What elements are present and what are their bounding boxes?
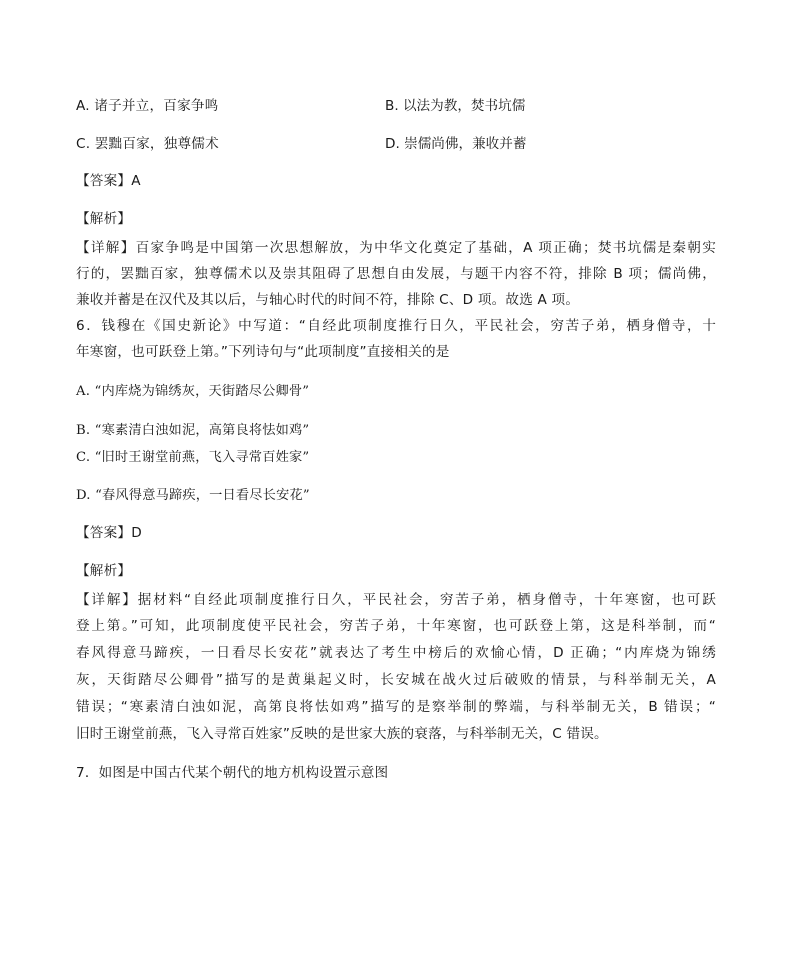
- q6-detail-line-1: [76, 590, 716, 610]
- detail-text: 春风得意马蹄疾，一日看尽长安花”就表达了考生中榜后的欢愉心情，D 正确；“内库烧为锦绣: [76, 645, 716, 661]
- detail-text: 错误；“寒素清白浊如泥，高第良将怯如鸡”描写的是察举制的弊端，与科举制无关，B 错误；“: [76, 699, 716, 715]
- detail-text: 据材料“自经此项制度推行日久，平民社会，穷苦子弟，栖身僧寺，十年寒窗，也可跃: [137, 592, 716, 608]
- q5-detail-line-2: [76, 264, 716, 284]
- answer-value: A: [131, 173, 141, 189]
- detail-text: 百家争鸣是中国第一次思想解放，为中华文化奠定了基础，A 项正确；焚书坑儒是秦朝实: [135, 240, 716, 256]
- detail-tag: 【详解】: [76, 592, 138, 608]
- q6-stem-line-2: 年寒窗，也可跃登上第。”下列诗句与“此项制度”直接相关的是: [76, 344, 450, 360]
- q6-option-a: A. “内库烧为锦绣灰，天街踏尽公卿骨”: [76, 384, 310, 399]
- q7-stem: 7．如图是中国古代某个朝代的地方机构设置示意图: [76, 765, 389, 781]
- answer-tag: 【答案】: [76, 525, 132, 541]
- stem-text: 6．钱穆在《国史新论》中写道：“自经此项制度推行日久，平民社会，穷苦子弟，栖身僧寺，十: [76, 318, 716, 334]
- q5-option-d: D. 崇儒尚佛，兼收并蓄: [385, 136, 527, 152]
- detail-text: 登上第。”可知，此项制度使平民社会，穷苦子弟，十年寒窗，也可跃登上第，这是科举制，而“: [76, 618, 716, 634]
- q6-answer: [76, 523, 142, 543]
- q5-answer: [76, 171, 141, 191]
- q6-option-d: D. “春风得意马蹄疾，一日看尽长安花”: [76, 488, 310, 503]
- q5-detail-line-3: 兼收并蓄是在汉代及其以后，与轴心时代的时间不符，排除 C、D 项。故选 A 项。: [76, 292, 580, 308]
- detail-tag: 【详解】: [76, 240, 136, 256]
- q6-detail-line-6: 旧时王谢堂前燕，飞入寻常百姓家”反映的是世家大族的衰落，与科举制无关，C 错误。: [76, 726, 608, 742]
- q6-detail-line-5: [76, 697, 716, 717]
- q5-detail-line-1: [76, 238, 716, 258]
- q5-option-a: A. 诸子并立，百家争鸣: [76, 98, 219, 114]
- q6-option-c: C. “旧时王谢堂前燕，飞入寻常百姓家”: [76, 450, 310, 465]
- answer-value: D: [131, 525, 142, 541]
- q5-analysis-tag: 【解析】: [76, 211, 132, 227]
- answer-tag: 【答案】: [76, 173, 132, 189]
- q6-analysis-tag: 【解析】: [76, 563, 132, 579]
- q5-option-c: C. 罢黜百家，独尊儒术: [76, 136, 219, 152]
- detail-text: 行的，罢黜百家，独尊儒术以及崇其阻碍了思想自由发展，与题干内容不符，排除 B 项；儒尚佛，: [76, 266, 716, 282]
- q5-option-b: B. 以法为教，焚书坑儒: [385, 98, 526, 114]
- q6-stem-line-1: [76, 316, 716, 336]
- q6-detail-line-4: [76, 670, 716, 690]
- q6-detail-line-3: [76, 643, 716, 663]
- q6-detail-line-2: [76, 616, 716, 636]
- detail-text: 灰，天街踏尽公卿骨”描写的是黄巢起义时，长安城在战火过后破败的情景，与科举制无关，A: [76, 672, 716, 688]
- q6-option-b: B. “寒素清白浊如泥，高第良将怯如鸡”: [76, 423, 310, 438]
